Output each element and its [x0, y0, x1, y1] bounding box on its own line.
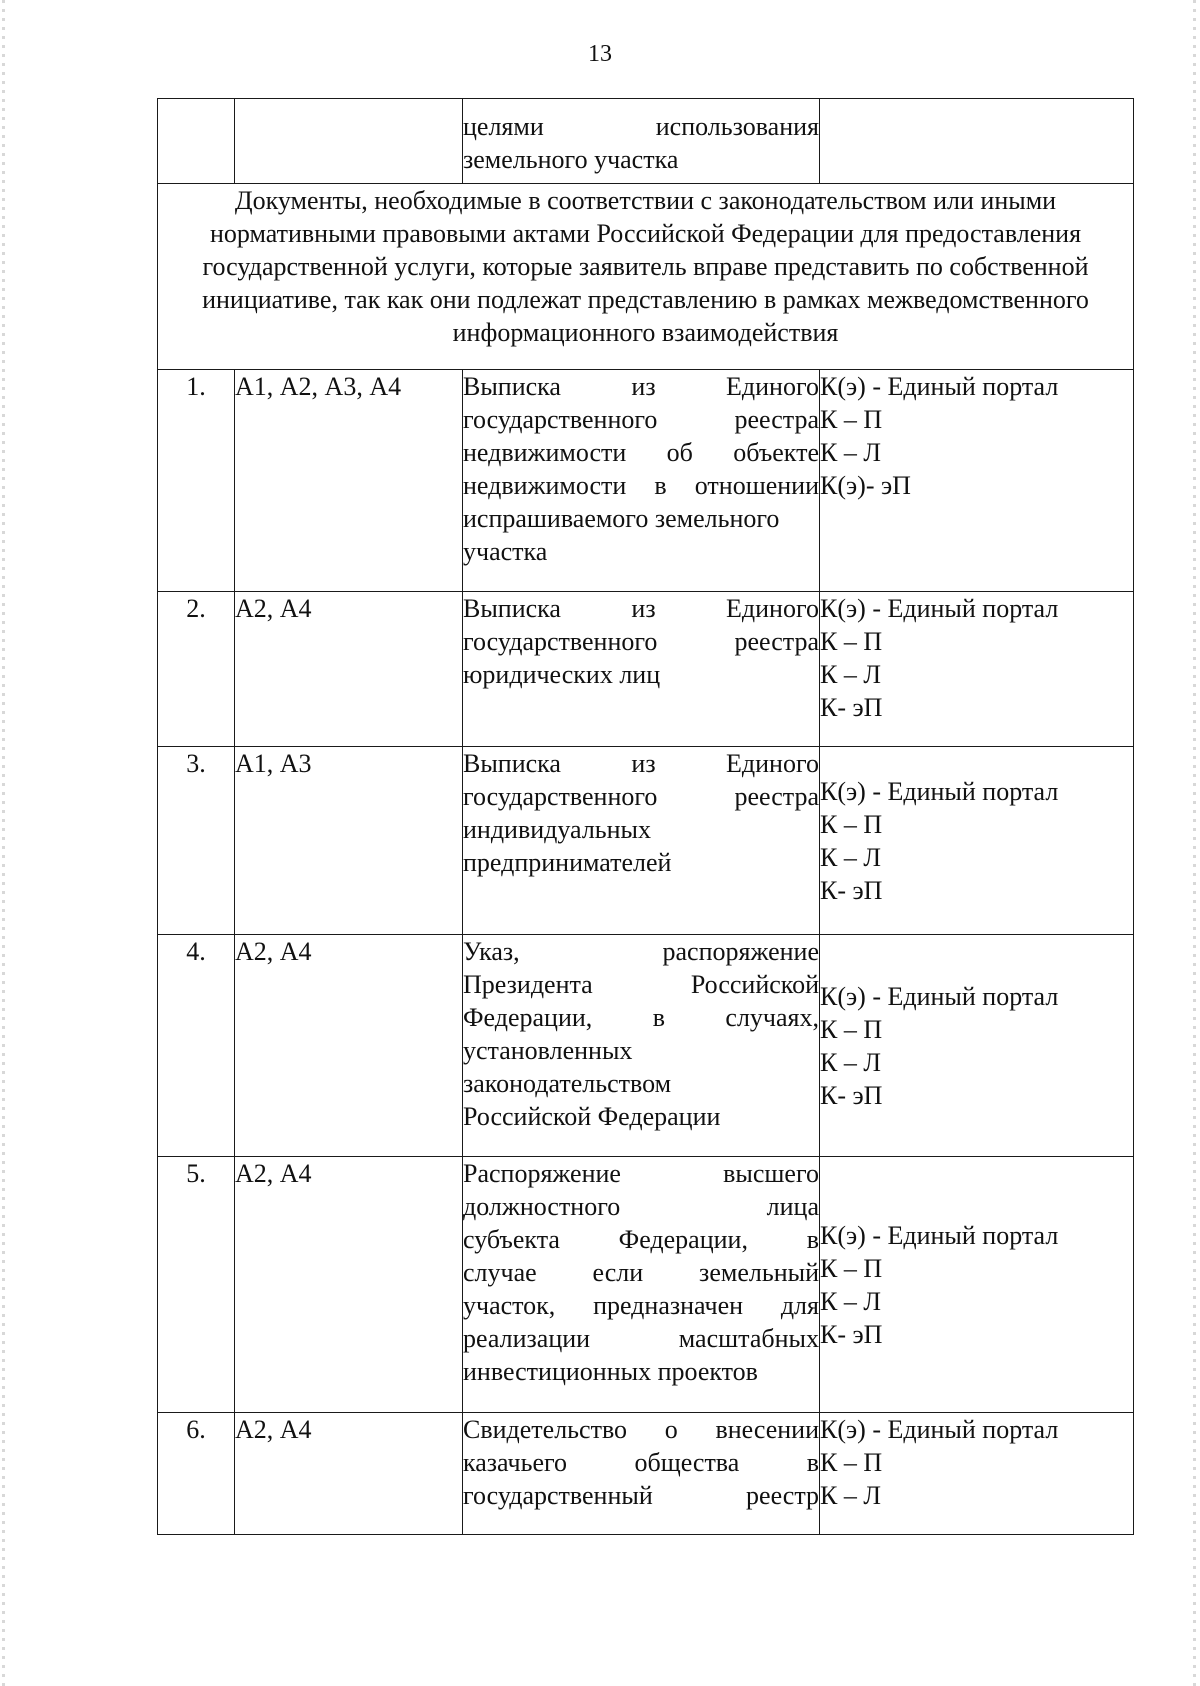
scan-edge-right — [1193, 0, 1196, 1686]
way-line: К – Л — [820, 1481, 881, 1510]
cell-ways — [820, 99, 1134, 184]
way-line: К – Л — [820, 660, 881, 689]
section-heading-line: инициативе, так как они подлежат представлению в рамках межведомственного — [202, 285, 1089, 314]
document-line: Распоряжение высшего — [463, 1159, 819, 1188]
document-line: Президента Российской — [463, 970, 819, 999]
table-row — [158, 592, 1134, 747]
way-line: К(э) - Единый портал — [820, 1415, 1059, 1444]
document-line: государственного реестра — [463, 405, 819, 434]
way-line: К(э) - Единый портал — [820, 776, 1059, 806]
way-line: К(э)- эП — [820, 471, 911, 500]
row-number: 3. — [158, 747, 235, 935]
document-line: участок, предназначен для — [463, 1291, 819, 1320]
row-ways — [820, 1157, 1134, 1413]
cell-number — [158, 99, 235, 184]
row-document — [463, 370, 820, 592]
document-line: Выписка из Единого — [463, 594, 819, 623]
document-line: земельного участка — [463, 145, 679, 174]
row-number: 2. — [158, 592, 235, 747]
document-line: индивидуальных — [463, 815, 652, 844]
document-line: участка — [463, 537, 548, 566]
document-line: инвестиционных проектов — [463, 1357, 758, 1386]
section-heading-line: нормативными правовыми актами Российской Федерации для предоставления — [209, 219, 1082, 248]
cell-applicants — [235, 99, 463, 184]
document-line: испрашиваемого земельного — [463, 504, 780, 533]
document-line: целями использования — [463, 112, 819, 141]
way-line: К- эП — [820, 1319, 883, 1349]
row-ways — [820, 370, 1134, 592]
section-heading-line: государственной услуги, которые заявитель вправе представить по собственной — [202, 252, 1089, 281]
document-line: должностного лица — [463, 1192, 819, 1221]
row-applicants: А1, А3 — [235, 747, 463, 935]
table-row — [158, 1157, 1134, 1413]
table-row — [158, 370, 1134, 592]
document-line: субъекта Федерации, в — [463, 1225, 819, 1254]
document-line: Выписка из Единого — [463, 749, 819, 778]
document-line: Свидетельство о внесении — [463, 1415, 819, 1444]
table-row — [158, 1413, 1134, 1535]
document-line: реализации масштабных — [463, 1324, 819, 1353]
section-heading — [158, 184, 1134, 370]
page-number: 13 — [588, 41, 612, 67]
way-line: К – П — [820, 627, 883, 656]
way-line: К(э) - Единый портал — [820, 1220, 1059, 1250]
table-row-continuation — [158, 99, 1134, 184]
row-applicants: А2, А4 — [235, 1413, 463, 1535]
row-number: 1. — [158, 370, 235, 592]
way-line: К – П — [820, 1253, 883, 1283]
document-line: Российской Федерации — [463, 1102, 721, 1131]
cell-document — [463, 99, 820, 184]
way-line: К – П — [820, 1014, 883, 1044]
row-ways — [820, 592, 1134, 747]
document-line: Федерации, в случаях, — [463, 1003, 819, 1032]
way-line: К – Л — [820, 1047, 881, 1077]
way-line: К – Л — [820, 438, 881, 467]
way-line: К- эП — [820, 875, 883, 905]
document-line: случае если земельный — [463, 1258, 819, 1287]
document-line: государственного реестра — [463, 627, 819, 656]
table-row — [158, 747, 1134, 935]
row-number: 4. — [158, 935, 235, 1157]
document-line: Выписка из Единого — [463, 372, 819, 401]
documents-table — [157, 98, 1134, 1535]
document-line: предпринимателей — [463, 848, 672, 877]
table-row — [158, 935, 1134, 1157]
row-ways — [820, 747, 1134, 935]
row-applicants: А2, А4 — [235, 592, 463, 747]
document-line: государственного реестра — [463, 782, 819, 811]
way-line: К(э) - Единый портал — [820, 594, 1059, 623]
row-document — [463, 747, 820, 935]
way-line: К – Л — [820, 1286, 881, 1316]
row-applicants: А1, А2, А3, А4 — [235, 370, 463, 592]
row-number: 5. — [158, 1157, 235, 1413]
document-line: установленных — [463, 1036, 633, 1065]
way-line: К – П — [820, 809, 883, 839]
row-applicants: А2, А4 — [235, 1157, 463, 1413]
way-line: К(э) - Единый портал — [820, 981, 1059, 1011]
document-line: государственный реестр — [463, 1481, 819, 1510]
way-line: К – Л — [820, 842, 881, 872]
way-line: К- эП — [820, 693, 883, 722]
section-heading-line: информационного взаимодействия — [452, 318, 839, 347]
row-number: 6. — [158, 1413, 235, 1535]
row-document — [463, 935, 820, 1157]
row-ways — [820, 935, 1134, 1157]
document-line: юридических лиц — [463, 660, 661, 689]
section-heading-row — [158, 184, 1134, 370]
way-line: К(э) - Единый портал — [820, 372, 1059, 401]
way-line: К – П — [820, 1448, 883, 1477]
row-applicants: А2, А4 — [235, 935, 463, 1157]
document-line: недвижимости в отношении — [463, 471, 819, 500]
document-line: законодательством — [463, 1069, 672, 1098]
scan-edge-left — [2, 0, 5, 1686]
row-document — [463, 1157, 820, 1413]
section-heading-line: Документы, необходимые в соответствии с законодательством или иными — [234, 186, 1057, 215]
document-line: Указ, распоряжение — [463, 937, 819, 966]
way-line: К- эП — [820, 1080, 883, 1110]
document-line: недвижимости об объекте — [463, 438, 819, 467]
row-ways — [820, 1413, 1134, 1535]
way-line: К – П — [820, 405, 883, 434]
row-document — [463, 592, 820, 747]
document-line: казачьего общества в — [463, 1448, 819, 1477]
row-document — [463, 1413, 820, 1535]
